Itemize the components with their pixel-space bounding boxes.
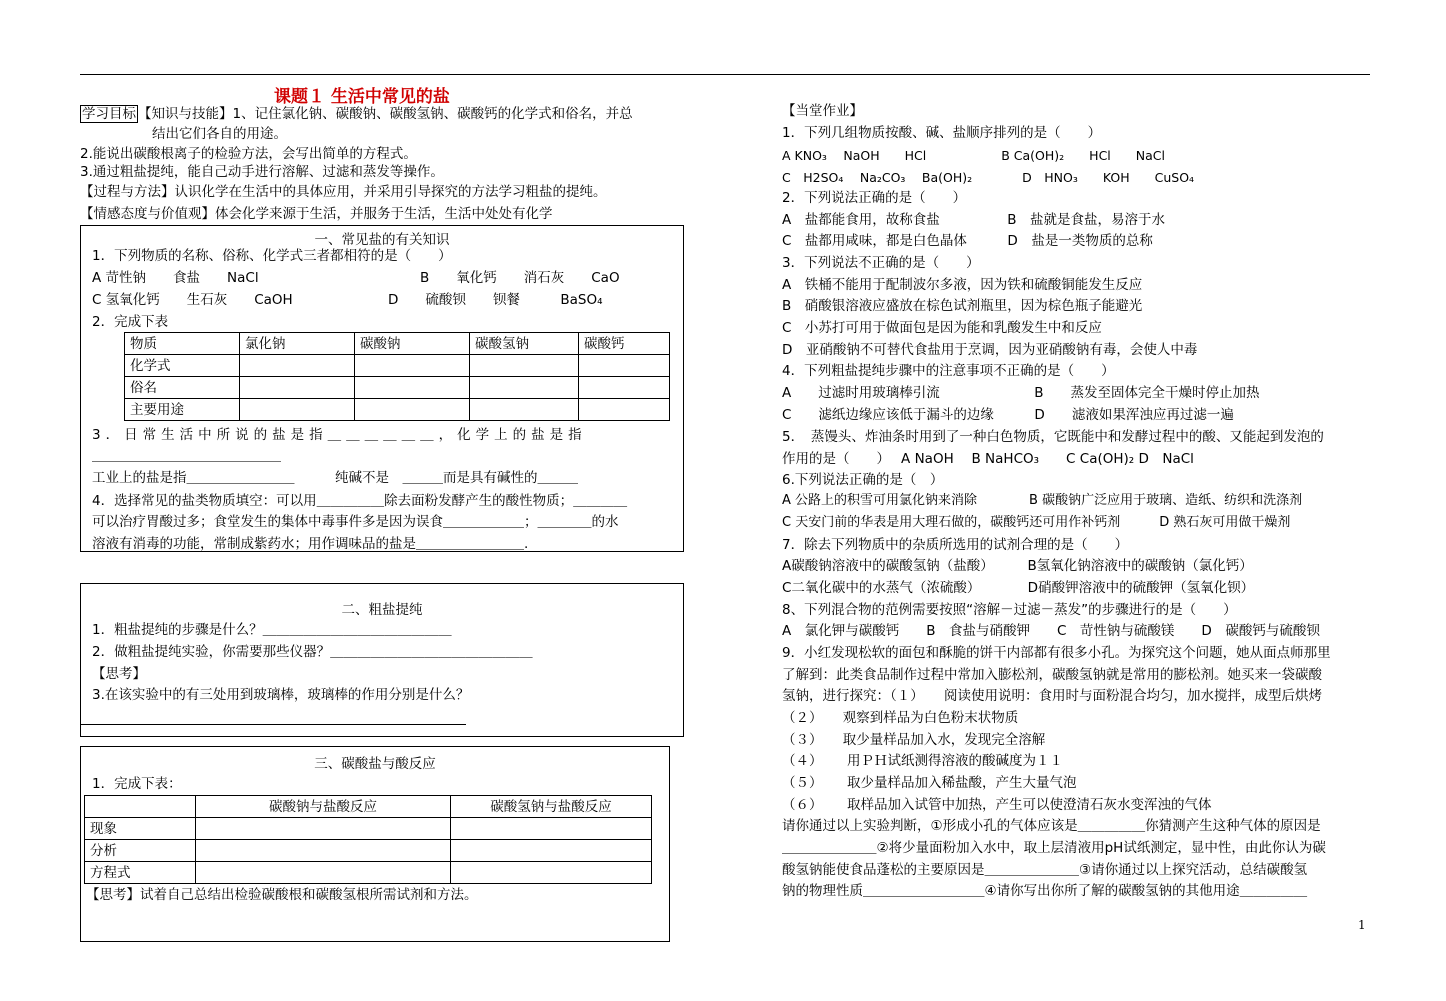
table-row xyxy=(85,796,652,818)
goals-line-2: 结出它们各自的用途。 xyxy=(152,126,287,142)
hw-q9-step-5: （５） 取少量样品加入稀盐酸，产生大量气泡 xyxy=(782,775,1077,791)
table-cell[interactable] xyxy=(355,355,470,377)
reaction-table xyxy=(84,795,652,884)
hw-q8-options: A 氯化钾与碳酸钙 B 食盐与硝酸钾 C 苛性钠与硫酸镁 D 碳酸钙与硫酸钡 xyxy=(782,623,1320,639)
hw-q4-options-cd: C 滤纸边缘应该低于漏斗的边缘 D 滤液如果浑浊应再过滤一遍 xyxy=(782,407,1234,423)
hw-q2-options-ab: A 盐都能食用，故称食盐 B 盐就是食盐，易溶于水 xyxy=(782,212,1165,228)
table-cell[interactable] xyxy=(579,377,670,399)
hw-q7: 7．除去下列物质中的杂质所选用的试剂合理的是（ ） xyxy=(782,537,1129,553)
hw-q3-option-a: A 铁桶不能用于配制波尔多液，因为铁和硫酸铜能发生反应 xyxy=(782,277,1143,293)
table-cell[interactable] xyxy=(470,377,579,399)
table-cell[interactable] xyxy=(240,377,355,399)
s2-q2: 2．做粗盐提纯实验，你需要那些仪器？＿＿＿＿＿＿＿＿＿＿＿＿＿＿＿ xyxy=(92,644,533,660)
hw-q3-option-b: B 硝酸银溶液应盛放在棕色试剂瓶里，因为棕色瓶子能避光 xyxy=(782,298,1143,314)
hw-q2-options-cd: C 盐都用咸味，都是白色晶体 D 盐是一类物质的总称 xyxy=(782,233,1153,249)
table-cell[interactable] xyxy=(451,862,652,884)
hw-header: 【当堂作业】 xyxy=(782,103,863,119)
table-row-label: 现象 xyxy=(85,818,196,840)
s1-q4-line-2: 可以治疗胃酸过多；食堂发生的集体中毒事件多是因为误食＿＿＿＿＿＿；＿＿＿＿的水 xyxy=(92,514,619,530)
table-row-label: 主要用途 xyxy=(125,399,240,421)
table-cell[interactable] xyxy=(470,399,579,421)
table-row xyxy=(125,377,670,399)
hw-q9-line-2: 了解到：此类食品制作过程中常加入膨松剂，碳酸氢钠就是常用的膨松剂。她买来一袋碳酸 xyxy=(782,667,1322,683)
hw-q2: 2．下列说法正确的是（ ） xyxy=(782,190,967,206)
s1-q3-line-1: 3．日常生活中所说的盐是指＿＿＿＿＿＿，化学上的盐是指 xyxy=(92,427,587,443)
table-cell[interactable] xyxy=(196,862,451,884)
section-3-title: 三、碳酸盐与酸反应 xyxy=(314,756,436,772)
table-cell[interactable] xyxy=(355,377,470,399)
hw-q1: 1．下列几组物质按酸、碱、盐顺序排列的是（ ） xyxy=(782,125,1102,141)
hw-q1-options-ab: A KNO₃ NaOH HCl B Ca(OH)₂ HCl NaCl xyxy=(782,148,1165,163)
s2-think: 【思考】 xyxy=(92,666,146,682)
s3-think: 【思考】试着自己总结出检验碳酸根和碳酸氢根所需试剂和方法。 xyxy=(86,887,478,903)
hw-q1-options-cd: C H2SO₄ Na₂CO₃ Ba(OH)₂ D HNO₃ KOH CuSO₄ xyxy=(782,170,1195,185)
s2-answer-line xyxy=(80,724,466,725)
hw-q9-line-6: 酸氢钠能使食品蓬松的主要原因是＿＿＿＿＿＿＿③请你通过以上探究活动，总结碳酸氢 xyxy=(782,862,1308,878)
top-rule xyxy=(80,74,1370,75)
table-header-cell: 碳酸钠与盐酸反应 xyxy=(196,796,451,818)
table-row-label: 化学式 xyxy=(125,355,240,377)
page-title: 课题１ 生活中常见的盐 xyxy=(274,87,450,107)
s1-q4-line-3: 溶液有消毒的功能，常制成紫药水；用作调味品的盐是＿＿＿＿＿＿＿＿. xyxy=(92,536,529,552)
table-header-cell: 碳酸氢钠 xyxy=(470,333,579,355)
hw-q7-options-ab: A碳酸钠溶液中的碳酸氢钠（盐酸） B氢氧化钠溶液中的碳酸钠（氯化钙） xyxy=(782,558,1253,574)
section-1-title: 一、常见盐的有关知识 xyxy=(314,232,450,248)
hw-q9-step-4: （４） 用ＰＨ试纸测得溶液的酸碱度为１１ xyxy=(782,753,1064,769)
table-header-cell xyxy=(85,796,196,818)
goals-line-4: 3.通过粗盐提纯，能自己动手进行溶解、过滤和蒸发等操作。 xyxy=(80,164,444,180)
table-header-cell: 物质 xyxy=(125,333,240,355)
table-row xyxy=(125,333,670,355)
hw-q4-options-ab: A 过滤时用玻璃棒引流 B 蒸发至固体完全干燥时停止加热 xyxy=(782,385,1260,401)
s1-q4-line-1: 4．选择常见的盐类物质填空：可以用＿＿＿＿＿除去面粉发酵产生的酸性物质；＿＿＿＿ xyxy=(92,493,628,509)
hw-q8: 8、下列混合物的范例需要按照“溶解－过滤－蒸发”的步骤进行的是（ ） xyxy=(782,602,1237,618)
hw-q9-line-3: 氢钠，进行探究：（１） 阅读使用说明：食用时与面粉混合均匀，加水搅拌，成型后烘烤 xyxy=(782,688,1322,704)
goals-line-3: 2.能说出碳酸根离子的检验方法，会写出简单的方程式。 xyxy=(80,146,417,162)
goals-line-6: 【情感态度与价值观】体会化学来源于生活，并服务于生活，生活中处处有化学 xyxy=(80,206,553,222)
table-header-cell: 氯化钠 xyxy=(240,333,355,355)
table-header-cell: 碳酸钠 xyxy=(355,333,470,355)
hw-q5-line-1: 5． 蒸馒头、炸油条时用到了一种白色物质，它既能中和发酵过程中的酸、又能起到发泡的 xyxy=(782,429,1324,445)
hw-q3-option-d: D 亚硝酸钠不可替代食盐用于烹调，因为亚硝酸钠有毒，会使人中毒 xyxy=(782,342,1198,358)
table-row xyxy=(125,399,670,421)
goals-tag: 学习目标 xyxy=(82,106,136,122)
s1-q1: 1．下列物质的名称、俗称、化学式三者都相符的是（ ） xyxy=(92,248,452,264)
hw-q3: 3．下列说法不正确的是（ ） xyxy=(782,255,980,271)
hw-q4: 4．下列粗盐提纯步骤中的注意事项不正确的是（ ） xyxy=(782,363,1115,379)
table-cell[interactable] xyxy=(240,399,355,421)
table-row-label: 俗名 xyxy=(125,377,240,399)
hw-q6-options-ab: A 公路上的积雪可用氯化钠来消除 B 碳酸钠广泛应用于玻璃、造纸、纺织和洗涤剂 xyxy=(782,493,1303,508)
s2-q1: 1．粗盐提纯的步骤是什么？＿＿＿＿＿＿＿＿＿＿＿＿＿＿ xyxy=(92,622,452,638)
hw-q3-option-c: C 小苏打可用于做面包是因为能和乳酸发生中和反应 xyxy=(782,320,1102,336)
s1-q1-option-b: B 氧化钙 消石灰 CaO xyxy=(420,270,620,286)
table-row-label: 分析 xyxy=(85,840,196,862)
s3-q1: 1．完成下表： xyxy=(92,776,182,792)
table-row-label: 方程式 xyxy=(85,862,196,884)
table-cell[interactable] xyxy=(579,355,670,377)
s1-q1-option-d: D 硫酸钡 钡餐 BaSO₄ xyxy=(388,292,603,308)
goals-line-1: 学习目标 【知识与技能】1、记住氯化钠、碳酸钠、碳酸氢钠、碳酸钙的化学式和俗名，并总 xyxy=(82,106,633,122)
hw-q9-line-1: 9．小红发现松软的面包和酥脆的饼干内部都有很多小孔。为探究这个问题，她从面点师那里 xyxy=(782,645,1331,661)
section-2-title: 二、粗盐提纯 xyxy=(341,602,423,618)
hw-q9-step-3: （３） 取少量样品加入水，发现完全溶解 xyxy=(782,732,1046,748)
table-cell[interactable] xyxy=(196,840,451,862)
hw-q6-options-cd: C 天安门前的华表是用大理石做的，碳酸钙还可用作补钙剂 D 熟石灰可用做干燥剂 xyxy=(782,515,1291,530)
hw-q9-line-7: 钠的物理性质＿＿＿＿＿＿＿＿＿④请你写出你所了解的碳酸氢钠的其他用途＿＿＿＿＿ xyxy=(782,883,1308,899)
table-cell[interactable] xyxy=(240,355,355,377)
table-header-cell: 碳酸钙 xyxy=(579,333,670,355)
hw-q6: 6.下列说法正确的是（ ） xyxy=(782,472,944,488)
s2-q3: 3.在该实验中的有三处用到玻璃棒，玻璃棒的作用分别是什么？ xyxy=(92,687,470,703)
hw-q9-step-6: （６） 取样品加入试管中加热，产生可以使澄清石灰水变浑浊的气体 xyxy=(782,797,1212,813)
s1-q2: 2．完成下表 xyxy=(92,314,169,330)
table-row xyxy=(85,862,652,884)
table-header-cell: 碳酸氢钠与盐酸反应 xyxy=(451,796,652,818)
table-cell[interactable] xyxy=(451,818,652,840)
table-cell[interactable] xyxy=(470,355,579,377)
s1-q1-option-a: A 苛性钠 食盐 NaCl xyxy=(92,270,259,286)
s1-q3-line-2: ＿＿＿＿＿＿＿＿＿＿＿＿＿＿ xyxy=(92,448,281,464)
table-cell[interactable] xyxy=(579,399,670,421)
table-row xyxy=(85,818,652,840)
s1-q3-line-3: 工业上的盐是指＿＿＿＿＿＿＿＿ 纯碱不是 ＿＿＿而是具有碱性的＿＿＿ xyxy=(92,470,578,486)
salt-table xyxy=(124,332,670,421)
hw-q7-options-cd: C二氧化碳中的水蒸气（浓硫酸） D硝酸钾溶液中的硫酸钾（氢氧化钡） xyxy=(782,580,1255,596)
hw-q9-line-4: 请你通过以上实验判断，①形成小孔的气体应该是＿＿＿＿＿你猜测产生这种气体的原因是 xyxy=(782,818,1321,834)
hw-q5-line-2: 作用的是（ ） A NaOH B NaHCO₃ C Ca(OH)₂ D NaCl xyxy=(782,451,1194,467)
table-row xyxy=(85,840,652,862)
table-row xyxy=(125,355,670,377)
table-cell[interactable] xyxy=(355,399,470,421)
goals-line-5: 【过程与方法】认识化学在生活中的具体应用，并采用引导探究的方法学习粗盐的提纯。 xyxy=(80,184,607,200)
hw-q9-step-2: （２） 观察到样品为白色粉末状物质 xyxy=(782,710,1019,726)
hw-q9-line-5: ＿＿＿＿＿＿＿②将少量面粉加入水中，取上层清液用pH试纸测定，显中性，由此你认为碳 xyxy=(782,840,1326,856)
page-number: 1 xyxy=(1358,918,1366,932)
s1-q1-option-c: C 氢氧化钙 生石灰 CaOH xyxy=(92,292,293,308)
table-cell[interactable] xyxy=(451,840,652,862)
table-cell[interactable] xyxy=(196,818,451,840)
